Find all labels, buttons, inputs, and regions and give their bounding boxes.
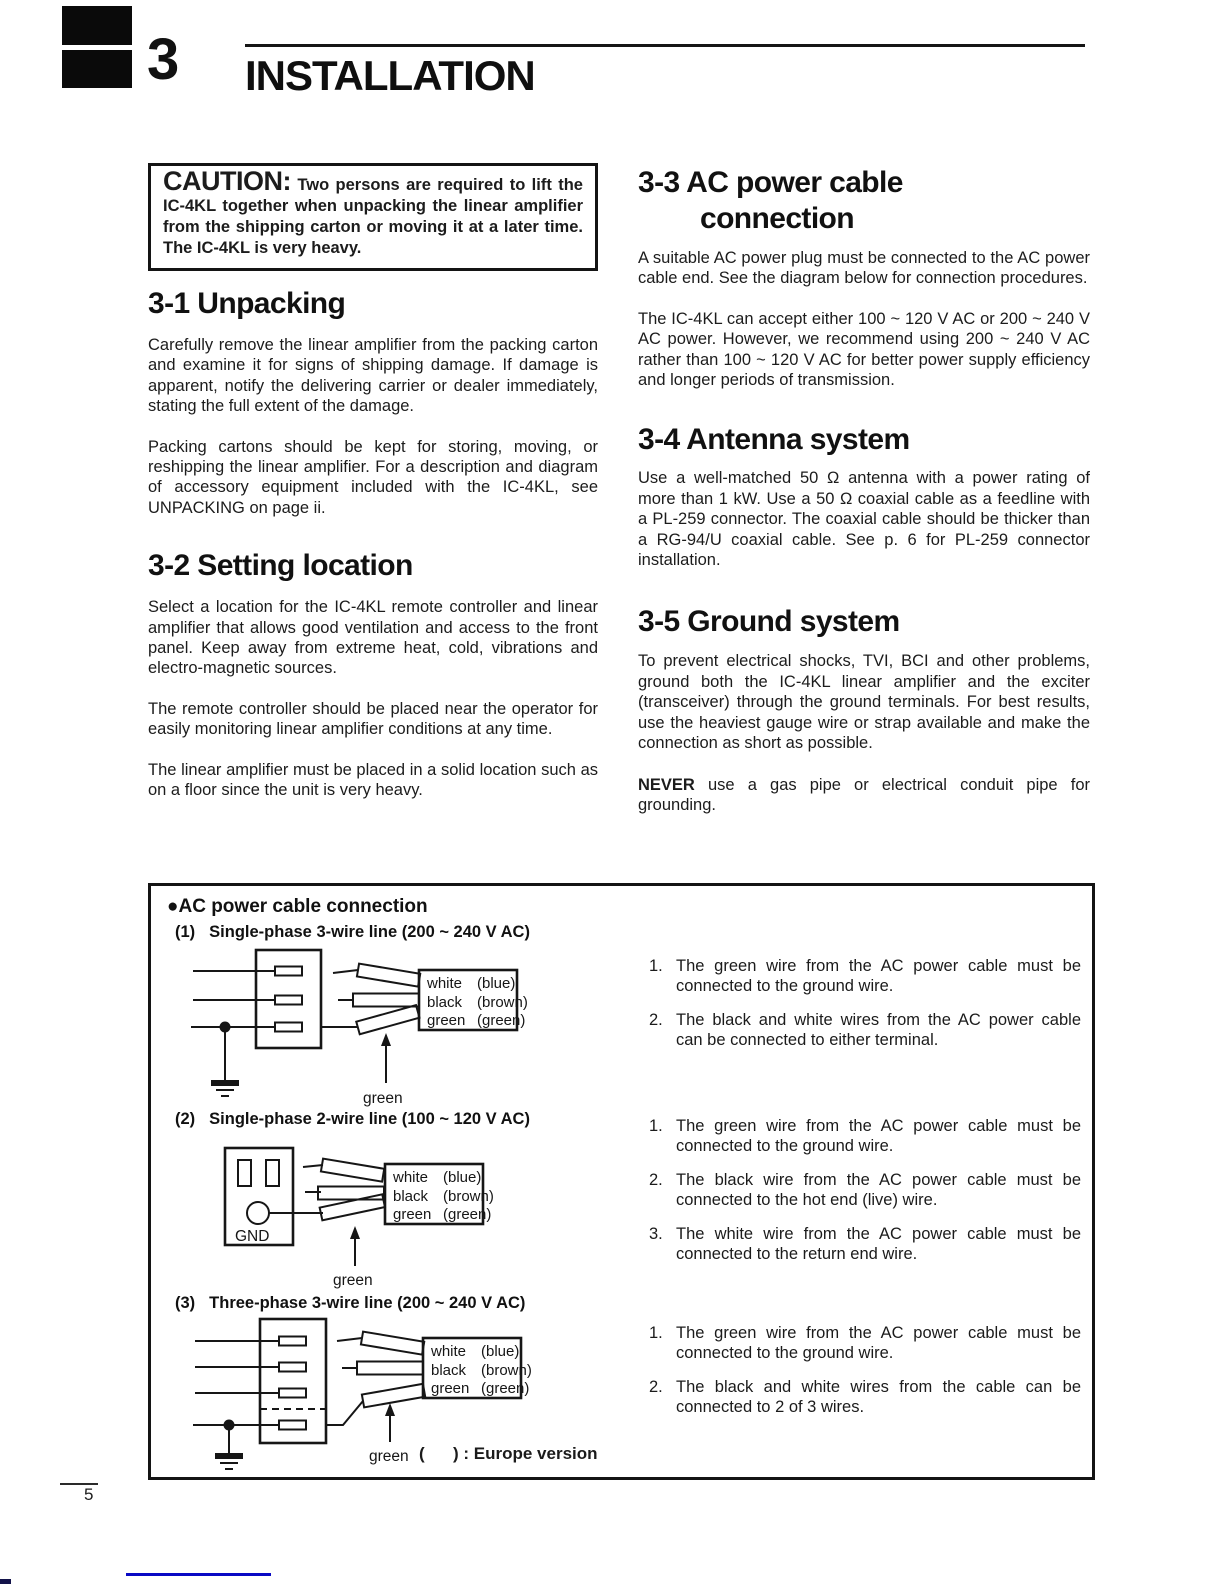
outlet-ground-hole [247,1202,269,1224]
page-title: INSTALLATION [245,52,535,99]
note-text: The black wire from the AC power cable must be connected to the hot end (live) wire. [676,1170,1081,1210]
note-item [649,1224,1081,1265]
label-green: green [431,1380,470,1397]
note-number: 1. [649,1117,663,1135]
arrow-up-icon [385,1403,395,1416]
crimp-terminal-black [318,1187,384,1200]
note-number: 1. [649,1324,663,1342]
label-green: green [427,1012,466,1029]
crimp-terminal-black [357,1362,423,1375]
figure-1-caption-text: Single-phase 3-wire line (200 ~ 240 V AC) [209,923,530,941]
note-item [649,956,1081,997]
right-column [638,165,1090,815]
note-text: The black and white wires from the AC power cable can be connected to either terminal. [676,1010,1081,1050]
paragraph: A suitable AC power plug must be connected to the AC power cable end. See the diagram below for connection procedures. [638,249,1090,288]
crimp-terminal-black [353,994,419,1007]
label-blue: (blue) [481,1343,520,1360]
paragraph: The IC-4KL can accept either 100 ~ 120 V AC or 200 ~ 240 V AC power. However, we recommend using 200 ~ 240 V AC rather than 100 ~ 120 V AC for better power supply efficiency and longer periods of transmission. [638,309,1090,390]
caution-text: Two persons are required to lift the IC-4KL together when unpacking the linear amplifier from the shipping carton or moving it at a later time. The IC-4KL is very heavy. [163,176,583,257]
label-brown: (brown) [477,994,528,1011]
note-text: The green wire from the AC power cable must be connected to the ground wire. [676,1117,1081,1156]
diagram-box-title [167,896,428,918]
green-wire-label: green [369,1448,409,1465]
paragraph-never [638,775,1090,816]
terminal [279,1337,306,1346]
heading-line-1: 3-3 AC power cable [638,166,903,199]
outlet-slot [266,1160,279,1186]
caution-label: CAUTION: [163,166,291,196]
label-blue: (blue) [443,1169,482,1186]
note-item [649,1323,1081,1364]
paragraph: To prevent electrical shocks, TVI, BCI and other problems, ground both the IC-4KL linear amplifier and the exciter (transceiver) through the ground terminals. For best results, use the heaviest gauge wire or strap available and make the connection as short as possible. [638,652,1090,753]
label-white: white [431,1343,467,1360]
crimp-terminal-green [356,1005,419,1034]
never-text: use a gas pipe or electrical conduit pipe for grounding. [638,775,1090,814]
crimp-terminal-green [362,1384,425,1408]
scan-artifact-blue-line [126,1573,271,1576]
label-black: black [393,1188,429,1205]
figure-1-number: (1) [175,923,196,941]
figure-2-caption-text: Single-phase 2-wire line (100 ~ 120 V AC) [209,1110,530,1128]
wire-end [303,1165,323,1167]
ground-icon [215,1453,243,1469]
figure-3-notes [649,1323,1081,1431]
note-number: 1. [649,957,663,975]
paragraph: Carefully remove the linear amplifier from the packing carton and examine it for signs of shipping damage. If damage is apparent, notify the delivering carrier or dealer immediately, stating the full extent of the damage. [148,336,598,416]
section-heading-3-1: 3-1 Unpacking [148,287,346,320]
single-phase-2-wire-diagram [165,1136,665,1291]
terminal [275,996,302,1005]
label-white: white [393,1169,429,1186]
crimp-terminal-white [321,1159,384,1182]
arrow-up-icon [381,1033,391,1046]
green-wire-label: green [363,1090,403,1107]
ac-power-cable-connection-box [148,883,1095,1480]
diagram-box-title-text: AC power cable connection [178,896,428,917]
chapter-marker-block-top [62,6,132,45]
left-column [148,163,598,801]
section-heading-3-3 [638,165,1090,237]
note-text: The black and white wires from the cable can be connected to 2 of 3 wires. [676,1377,1081,1417]
figure-1-notes [649,956,1081,1064]
crimp-terminal-white [361,1332,424,1355]
wire-end [333,970,358,973]
note-item [649,1377,1081,1418]
caution-paragraph [163,166,583,259]
paragraph: Use a well-matched 50 Ω antenna with a power rating of more than 1 kW. Use a 50 Ω coaxial cable as a feedline with a PL-259 connector. The coaxial cable should be thicker than a RG-94/U coaxial cable. See p. 6 for PL-259 connector installation. [638,469,1090,570]
label-black: black [427,994,463,1011]
section-heading-3-4: 3-4 Antenna system [638,423,910,457]
heading-line-2: connection [700,202,855,235]
note-number: 2. [649,1377,663,1396]
ground-icon [211,1080,239,1096]
wire-end [337,1338,362,1341]
note-number: 3. [649,1224,663,1243]
terminal [275,1023,302,1032]
bullet-icon: ● [167,896,179,917]
crimp-terminal-white [357,964,420,987]
note-item [649,1116,1081,1157]
terminal [279,1389,306,1398]
paragraph: Select a location for the IC-4KL remote controller and linear amplifier that allows good ventilation and access to the front panel. Keep away from extreme heat, cold, vibrations and electro-magnetic sources. [148,598,598,678]
outlet-slot [238,1160,251,1186]
label-black: black [431,1362,467,1379]
figure-2-number: (2) [175,1110,196,1128]
paragraph: Packing cartons should be kept for storing, moving, or reshipping the linear amplifier. For a description and diagram of accessory equipment included with the IC-4KL, see UNPACKING on page ii. [148,437,598,517]
note-text: The green wire from the AC power cable must be connected to the ground wire. [676,957,1081,996]
page-number: 5 [84,1485,94,1504]
label-blue: (blue) [477,975,516,992]
figure-2-notes [649,1116,1081,1277]
terminal [279,1363,306,1372]
label-green-eu: (green) [477,1012,526,1029]
chapter-number: 3 [147,27,180,92]
paragraph: The linear amplifier must be placed in a solid location such as on a floor since the unit is very heavy. [148,760,598,800]
crimp-terminal-green [320,1194,385,1220]
label-white: white [427,975,463,992]
section-heading-3-5: 3-5 Ground system [638,605,900,639]
figure-3-caption-text: Three-phase 3-wire line (200 ~ 240 V AC) [209,1294,526,1312]
gnd-label: GND [235,1228,270,1245]
note-text: The white wire from the AC power cable must be connected to the return end wire. [676,1224,1081,1264]
never-label: NEVER [638,775,695,794]
label-brown: (brown) [481,1362,532,1379]
label-green-eu: (green) [443,1206,492,1223]
scan-artifact-corner-mark [0,1579,11,1584]
note-item [649,1170,1081,1211]
terminal [275,967,302,976]
note-item [649,1010,1081,1051]
note-number: 2. [649,1010,663,1029]
chapter-marker-block-bottom [62,50,132,88]
label-green: green [393,1206,432,1223]
arrow-up-icon [350,1226,360,1239]
wire [326,1401,363,1425]
note-number: 2. [649,1170,663,1189]
label-green-eu: (green) [481,1380,530,1397]
header-rule [245,44,1085,47]
paragraph: The remote controller should be placed near the operator for easily monitoring linear amplifier conditions at any time. [148,699,598,739]
note-text: The green wire from the AC power cable must be connected to the ground wire. [676,1324,1081,1363]
figure-3-caption [175,1294,525,1313]
figure-1-caption [175,923,530,942]
terminal [279,1421,306,1430]
figure-2-caption [175,1110,530,1129]
europe-version-note: ( ) : Europe version [419,1444,598,1463]
figure-3-number: (3) [175,1294,196,1312]
caution-box [148,163,598,271]
green-wire-label: green [333,1272,373,1289]
section-heading-3-2: 3-2 Setting location [148,549,413,583]
label-brown: (brown) [443,1188,494,1205]
